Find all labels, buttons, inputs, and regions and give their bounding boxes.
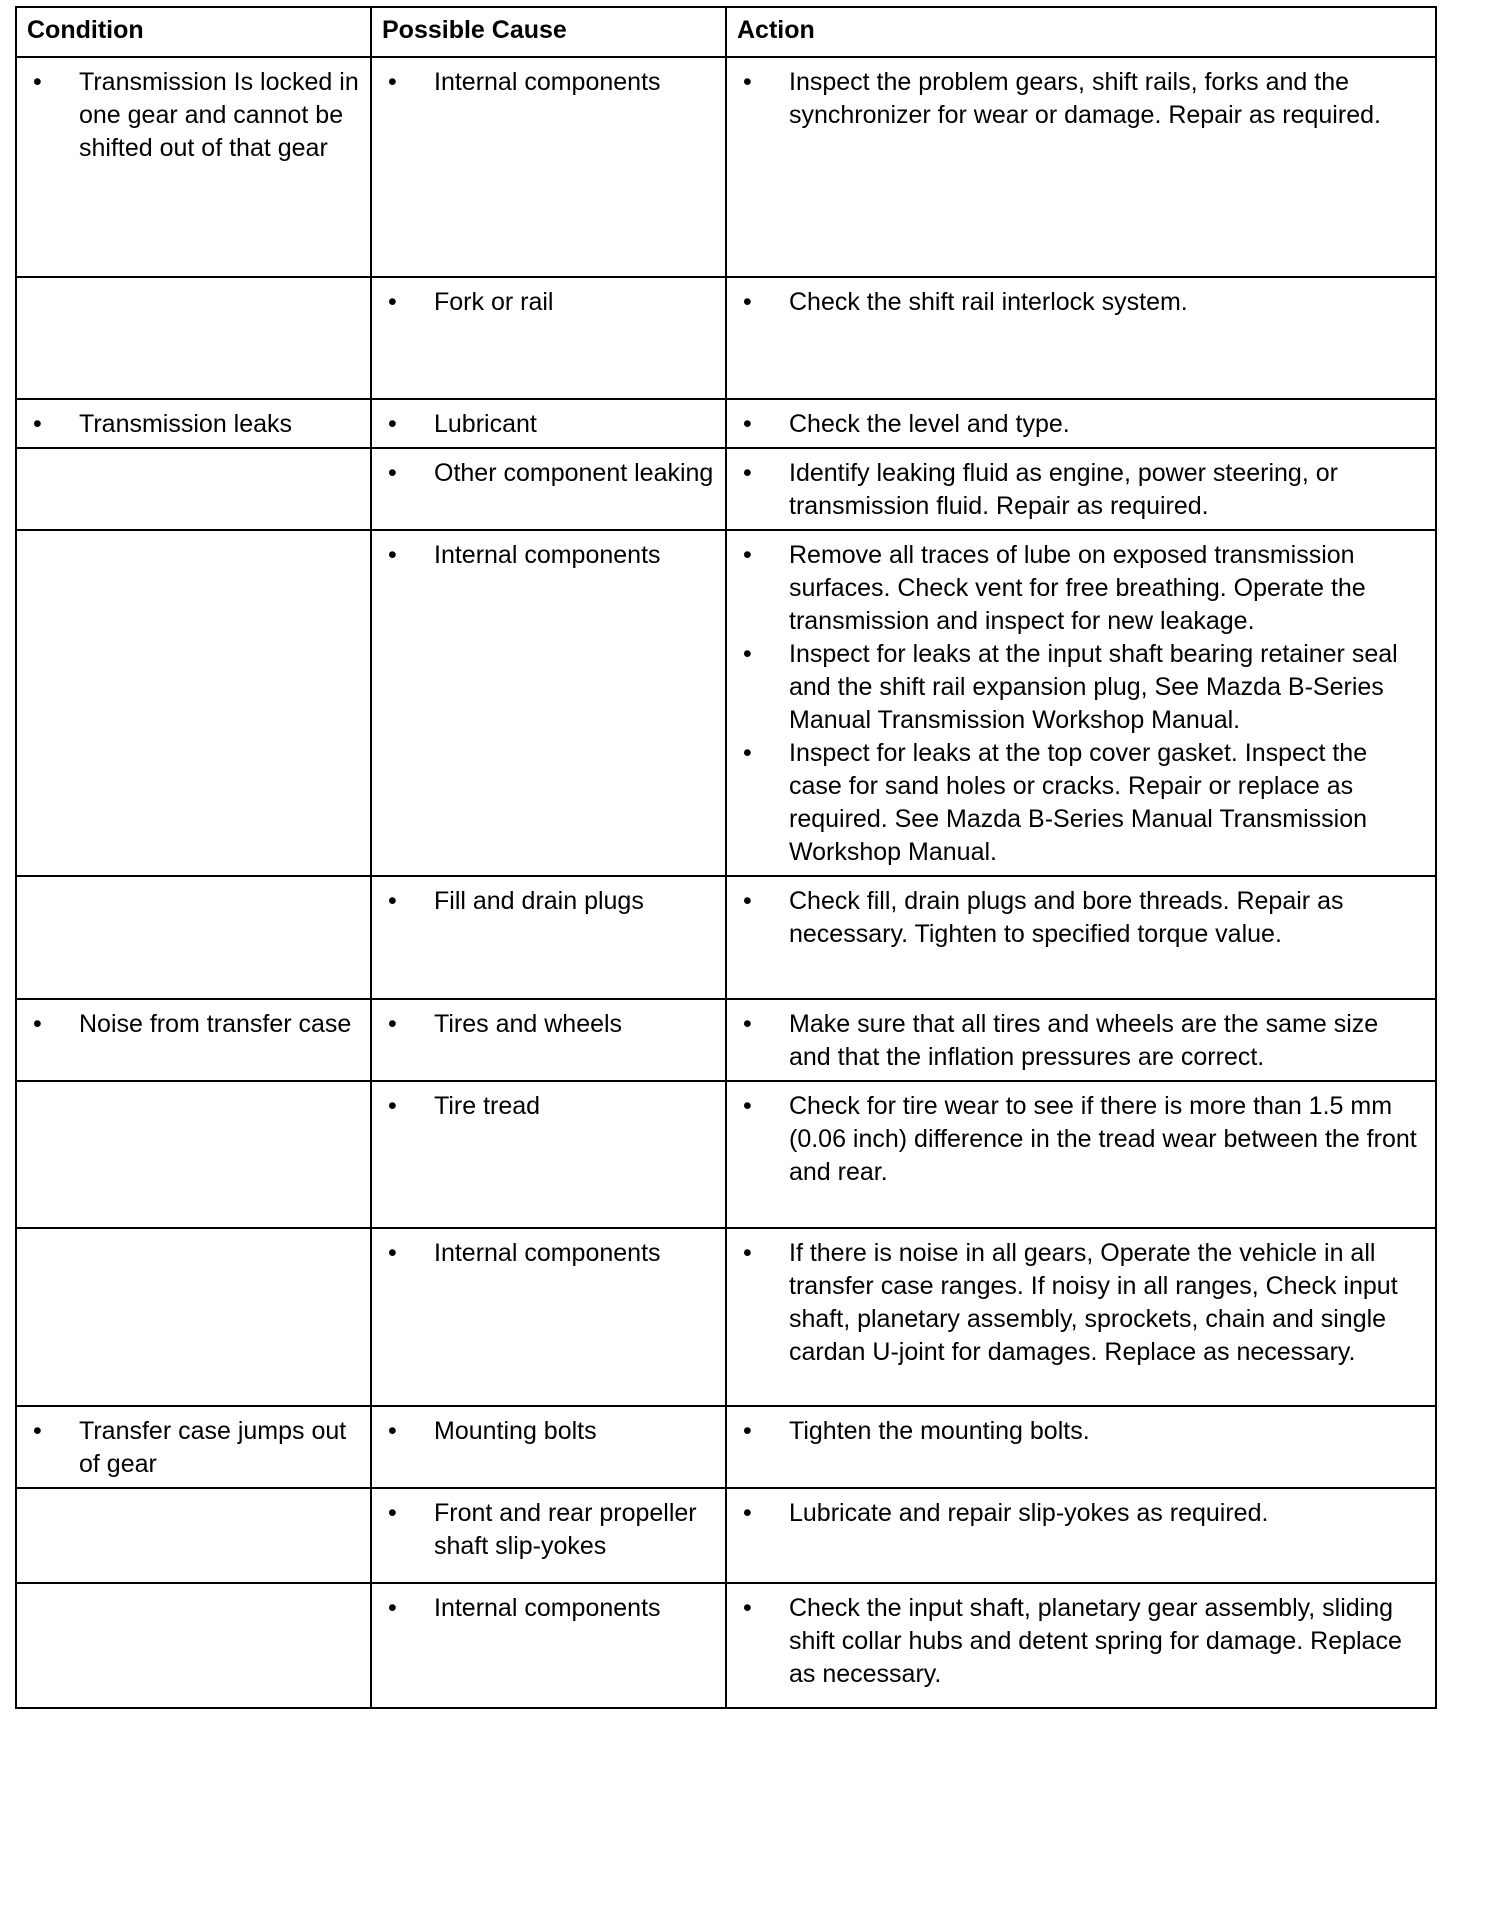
cause-list [386,286,715,319]
cause-list [386,1090,715,1123]
action-list [741,1415,1425,1448]
cause-text: Fill and drain plugs [434,887,644,915]
bullet-icon: • [743,1499,752,1527]
bullet-icon: • [743,68,752,96]
cause-list [386,1237,715,1270]
action-cell [726,1081,1436,1228]
bullet-icon: • [388,410,397,438]
action-cell [726,1488,1436,1583]
possible-cause-cell [371,1081,726,1228]
cause-text: Mounting bolts [434,1417,597,1445]
bullet-icon: • [743,887,752,915]
bullet-icon: • [388,459,397,487]
condition-cell [16,57,371,277]
action-item [741,885,1425,951]
cause-text: Front and rear propeller shaft slip-yokes [434,1499,697,1560]
condition-cell [16,1488,371,1583]
table-row [16,876,1436,999]
action-text: If there is noise in all gears, Operate the vehicle in all transfer case ranges. If noisy in all ranges, Check input shaft, planetary assembly, sprockets, chain and single cardan U-joint for damages. Replace as necessary. [789,1239,1398,1366]
bullet-icon: • [388,288,397,316]
condition-cell [16,399,371,448]
possible-cause-cell [371,448,726,530]
condition-item [31,1008,360,1041]
header-action: Action [726,7,1436,57]
action-item [741,1090,1425,1189]
bullet-icon: • [743,1239,752,1267]
possible-cause-cell [371,399,726,448]
table-row [16,448,1436,530]
condition-cell [16,999,371,1081]
condition-text: Transmission Is locked in one gear and cannot be shifted out of that gear [79,68,359,162]
action-item [741,1497,1425,1530]
possible-cause-cell [371,876,726,999]
cause-item [386,1090,715,1123]
possible-cause-cell [371,1488,726,1583]
action-text: Identify leaking fluid as engine, power steering, or transmission fluid. Repair as required. [789,459,1338,520]
condition-list [31,66,360,165]
action-list [741,66,1425,132]
bullet-icon: • [33,1417,42,1445]
cause-item [386,286,715,319]
cause-list [386,66,715,99]
table-row [16,1228,1436,1406]
bullet-icon: • [743,459,752,487]
action-text: Check for tire wear to see if there is more than 1.5 mm (0.06 inch) difference in the tread wear between the front and rear. [789,1092,1417,1186]
action-item [741,638,1425,737]
action-item [741,457,1425,523]
action-item [741,66,1425,132]
bullet-icon: • [388,1239,397,1267]
action-cell [726,57,1436,277]
action-item [741,1008,1425,1074]
table-row [16,999,1436,1081]
cause-item [386,1008,715,1041]
action-cell [726,530,1436,876]
possible-cause-cell [371,1228,726,1406]
action-text: Remove all traces of lube on exposed transmission surfaces. Check vent for free breathing. Operate the transmission and inspect for new leakage. [789,541,1366,635]
possible-cause-cell [371,1583,726,1708]
condition-cell [16,876,371,999]
action-cell [726,1406,1436,1488]
table-row [16,277,1436,399]
cause-text: Fork or rail [434,288,554,316]
bullet-icon: • [388,1417,397,1445]
action-item [741,286,1425,319]
header-condition: Condition [16,7,371,57]
action-cell [726,876,1436,999]
header-row [16,7,1436,57]
condition-cell [16,530,371,876]
bullet-icon: • [743,1092,752,1120]
action-cell [726,1228,1436,1406]
cause-list [386,457,715,490]
cause-text: Tires and wheels [434,1010,623,1038]
condition-cell [16,1081,371,1228]
action-item [741,1415,1425,1448]
bullet-icon: • [33,1010,42,1038]
bullet-icon: • [743,541,752,569]
header-possible-cause: Possible Cause [371,7,726,57]
action-list [741,286,1425,319]
bullet-icon: • [388,541,397,569]
action-cell [726,277,1436,399]
action-list [741,885,1425,951]
table-row [16,1583,1436,1708]
action-text: Tighten the mounting bolts. [789,1417,1090,1445]
condition-list [31,408,360,441]
cause-item [386,457,715,490]
cause-item [386,1415,715,1448]
cause-text: Tire tread [434,1092,541,1120]
action-list [741,1237,1425,1369]
table-row [16,1081,1436,1228]
condition-list [31,1415,360,1481]
bullet-icon: • [388,1092,397,1120]
action-list [741,1090,1425,1189]
bullet-icon: • [388,1594,397,1622]
bullet-icon: • [388,68,397,96]
condition-text: Noise from transfer case [79,1010,352,1038]
table-row [16,530,1436,876]
bullet-icon: • [743,1594,752,1622]
bullet-icon: • [388,887,397,915]
action-list [741,457,1425,523]
action-item [741,408,1425,441]
possible-cause-cell [371,999,726,1081]
bullet-icon: • [743,410,752,438]
bullet-icon: • [388,1010,397,1038]
action-item [741,737,1425,869]
cause-list [386,1497,715,1563]
condition-text: Transmission leaks [79,410,293,438]
cause-list [386,1008,715,1041]
condition-text: Transfer case jumps out of gear [79,1417,347,1478]
action-cell [726,1583,1436,1708]
cause-item [386,1237,715,1270]
action-text: Inspect for leaks at the input shaft bearing retainer seal and the shift rail expansion plug, See Mazda B-Series Manual Transmission Workshop Manual. [789,640,1398,734]
cause-item [386,1497,715,1563]
cause-list [386,1415,715,1448]
action-item [741,539,1425,638]
bullet-icon: • [743,739,752,767]
action-text: Inspect for leaks at the top cover gasket. Inspect the case for sand holes or cracks. Repair or replace as required. See Mazda B-Series Manual Transmission Workshop Manual. [789,739,1368,866]
cause-list [386,885,715,918]
action-list [741,1008,1425,1074]
troubleshooting-table [15,6,1437,1709]
action-list [741,539,1425,869]
cause-item [386,539,715,572]
cause-list [386,408,715,441]
bullet-icon: • [743,1417,752,1445]
possible-cause-cell [371,57,726,277]
action-text: Inspect the problem gears, shift rails, forks and the synchronizer for wear or damage. Repair as required. [789,68,1381,129]
action-text: Lubricate and repair slip-yokes as required. [789,1499,1269,1527]
bullet-icon: • [743,1010,752,1038]
action-text: Check the input shaft, planetary gear assembly, sliding shift collar hubs and detent spring for damage. Replace as necessary. [789,1594,1402,1688]
bullet-icon: • [33,410,42,438]
cause-text: Other component leaking [434,459,714,487]
condition-cell [16,1228,371,1406]
action-list [741,408,1425,441]
condition-cell [16,448,371,530]
condition-cell [16,1406,371,1488]
bullet-icon: • [33,68,42,96]
table-row [16,399,1436,448]
table-row [16,1488,1436,1583]
action-text: Check the level and type. [789,410,1070,438]
condition-item [31,408,360,441]
cause-list [386,1592,715,1625]
table-row [16,57,1436,277]
bullet-icon: • [388,1499,397,1527]
action-cell [726,999,1436,1081]
action-cell [726,448,1436,530]
condition-cell [16,1583,371,1708]
action-cell [726,399,1436,448]
cause-item [386,408,715,441]
action-item [741,1592,1425,1691]
table-body [16,57,1436,1708]
table-row [16,1406,1436,1488]
action-list [741,1497,1425,1530]
action-text: Check the shift rail interlock system. [789,288,1188,316]
cause-text: Lubricant [434,410,537,438]
cause-item [386,1592,715,1625]
action-item [741,1237,1425,1369]
condition-item [31,66,360,165]
bullet-icon: • [743,288,752,316]
condition-item [31,1415,360,1481]
action-text: Check fill, drain plugs and bore threads. Repair as necessary. Tighten to specified torque value. [789,887,1344,948]
condition-list [31,1008,360,1041]
possible-cause-cell [371,530,726,876]
cause-item [386,885,715,918]
cause-text: Internal components [434,541,661,569]
possible-cause-cell [371,277,726,399]
cause-text: Internal components [434,1239,661,1267]
possible-cause-cell [371,1406,726,1488]
action-list [741,1592,1425,1691]
cause-list [386,539,715,572]
action-text: Make sure that all tires and wheels are the same size and that the inflation pressures are correct. [789,1010,1379,1071]
bullet-icon: • [743,640,752,668]
cause-text: Internal components [434,1594,661,1622]
cause-item [386,66,715,99]
cause-text: Internal components [434,68,661,96]
condition-cell [16,277,371,399]
